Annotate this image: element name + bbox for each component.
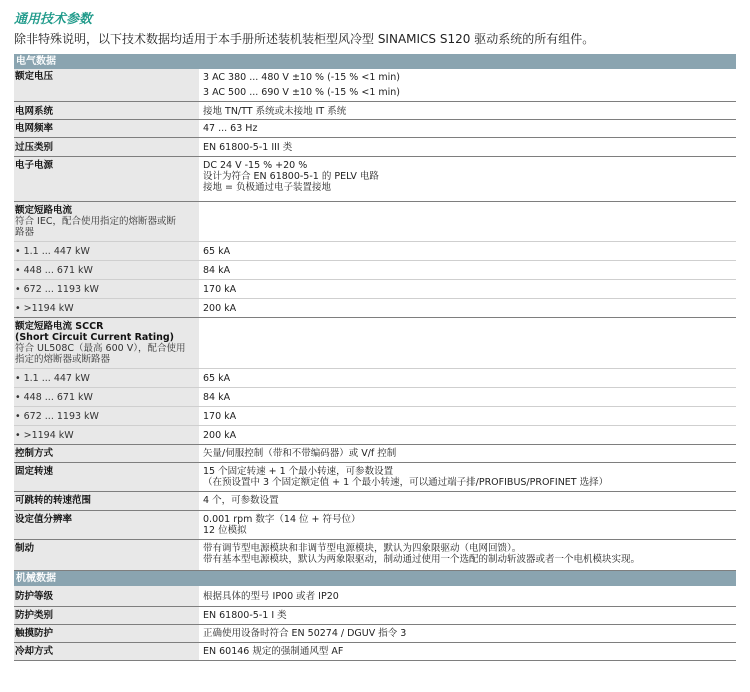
row-control-mode <box>14 445 736 463</box>
row-description: 符合 IEC，配合使用指定的熔断器或断 <box>15 216 176 227</box>
row-value: 0.001 rpm 数字（14 位 + 符号位） <box>203 514 361 525</box>
row-rated-voltage <box>14 69 736 102</box>
row-label: 设定值分辨率 <box>15 514 73 525</box>
row-range: • 672 ... 1193 kW <box>15 284 99 295</box>
row-skippable-speed <box>14 492 736 511</box>
row-range: • 672 ... 1193 kW <box>15 411 99 422</box>
row-value: 带有基本型电源模块，默认为两象限驱动，制动通过使用一个选配的制动斩波器或者一个电机模块实现。 <box>203 554 641 565</box>
row-fixed-speed <box>14 463 736 492</box>
row-cooling <box>14 643 736 661</box>
row-value: 4 个，可参数设置 <box>203 495 279 506</box>
row-label: 防护等级 <box>15 591 54 602</box>
row-sccr-header <box>14 318 736 369</box>
row-label: 额定短路电流 SCCR <box>15 321 104 332</box>
row-short-circuit-item <box>14 242 736 261</box>
row-value: 200 kA <box>203 302 237 314</box>
section-electrical: 电气数据 <box>14 54 736 69</box>
row-label: 制动 <box>15 543 35 554</box>
row-sccr-item <box>14 407 736 426</box>
row-grid-system <box>14 102 736 120</box>
row-value: 170 kA <box>203 283 237 295</box>
spec-table <box>14 54 736 661</box>
section-mechanical: 机械数据 <box>14 571 736 586</box>
row-value: 矢量/伺服控制（带和不带编码器）或 V/f 控制 <box>203 448 397 459</box>
row-value: 接地 = 负极通过电子装置接地 <box>203 182 331 193</box>
row-label: 触摸防护 <box>15 628 54 639</box>
row-value: 12 位模拟 <box>203 525 247 536</box>
row-value: 根据具体的型号 IP00 或者 IP20 <box>203 591 339 602</box>
row-value: EN 61800-5-1 III 类 <box>203 142 293 153</box>
intro-text: 除非特殊说明，以下技术数据均适用于本手册所述装机装柜型风冷型 SINAMICS S120 驱动系统的所有组件。 <box>14 32 595 46</box>
row-value: 84 kA <box>203 391 231 403</box>
row-grid-frequency <box>14 120 736 138</box>
row-label: 防护类别 <box>15 610 54 621</box>
row-value: 带有调节型电源模块和非调节型电源模块，默认为四象限驱动（电网回馈）。 <box>203 543 522 554</box>
row-value: （在预设置中 3 个固定额定值 + 1 个最小转速，可以通过端子排/PROFIBUS/PROFINET 选择） <box>203 477 609 488</box>
row-range: • >1194 kW <box>15 303 74 314</box>
row-description: 符合 UL508C（最高 600 V），配合使用 <box>15 343 186 354</box>
row-label: 冷却方式 <box>15 646 54 657</box>
row-value: 65 kA <box>203 372 231 384</box>
row-value: 200 kA <box>203 429 237 441</box>
row-sccr-item <box>14 369 736 388</box>
row-description: 路器 <box>15 227 35 238</box>
row-short-circuit-item <box>14 261 736 280</box>
row-sccr-item <box>14 388 736 407</box>
row-value: DC 24 V -15 % +20 % <box>203 160 308 171</box>
row-label: 控制方式 <box>15 448 54 459</box>
row-label: 电网系统 <box>15 106 54 117</box>
row-short-circuit-item <box>14 299 736 318</box>
row-setpoint-resolution <box>14 511 736 540</box>
row-range: • 1.1 ... 447 kW <box>15 246 90 257</box>
row-value: 15 个固定转速 + 1 个最小转速，可参数设置 <box>203 466 394 477</box>
row-electronics-power <box>14 157 736 202</box>
row-label: 电子电源 <box>15 160 54 171</box>
row-value: 3 AC 380 ... 480 V ±10 % (-15 % <1 min) <box>203 72 400 83</box>
row-range: • 1.1 ... 447 kW <box>15 373 90 384</box>
row-value: 正确使用设备时符合 EN 50274 / DGUV 指令 3 <box>203 628 407 639</box>
row-description: 指定的熔断器或断路器 <box>15 354 111 365</box>
row-value: 接地 TN/TT 系统或未接地 IT 系统 <box>203 106 347 117</box>
row-label: 可跳转的转速范围 <box>15 495 92 506</box>
row-short-circuit-header <box>14 202 736 242</box>
row-label: 固定转速 <box>15 466 54 477</box>
row-label: 额定电压 <box>15 71 54 82</box>
row-value: 84 kA <box>203 264 231 276</box>
row-label: (Short Circuit Current Rating) <box>15 332 175 343</box>
row-value: 47 ... 63 Hz <box>203 123 258 134</box>
row-touch-protection <box>14 625 736 643</box>
row-range: • 448 ... 671 kW <box>15 265 93 276</box>
row-braking <box>14 540 736 571</box>
page-title: 通用技术参数 <box>14 12 93 27</box>
row-short-circuit-item <box>14 280 736 299</box>
row-range: • >1194 kW <box>15 430 74 441</box>
row-label: 额定短路电流 <box>15 205 73 216</box>
row-overvoltage-category <box>14 138 736 157</box>
row-value: 65 kA <box>203 245 231 257</box>
row-value: EN 61800-5-1 I 类 <box>203 610 287 621</box>
row-label: 电网频率 <box>15 123 54 134</box>
row-protection-degree <box>14 586 736 607</box>
row-value: EN 60146 规定的强制通风型 AF <box>203 646 344 657</box>
row-value: 设计为符合 EN 61800-5-1 的 PELV 电路 <box>203 171 379 182</box>
row-value: 3 AC 500 ... 690 V ±10 % (-15 % <1 min) <box>203 87 400 98</box>
row-protection-class <box>14 607 736 625</box>
row-sccr-item <box>14 426 736 445</box>
row-value: 170 kA <box>203 410 237 422</box>
row-label: 过压类别 <box>15 142 54 153</box>
row-range: • 448 ... 671 kW <box>15 392 93 403</box>
